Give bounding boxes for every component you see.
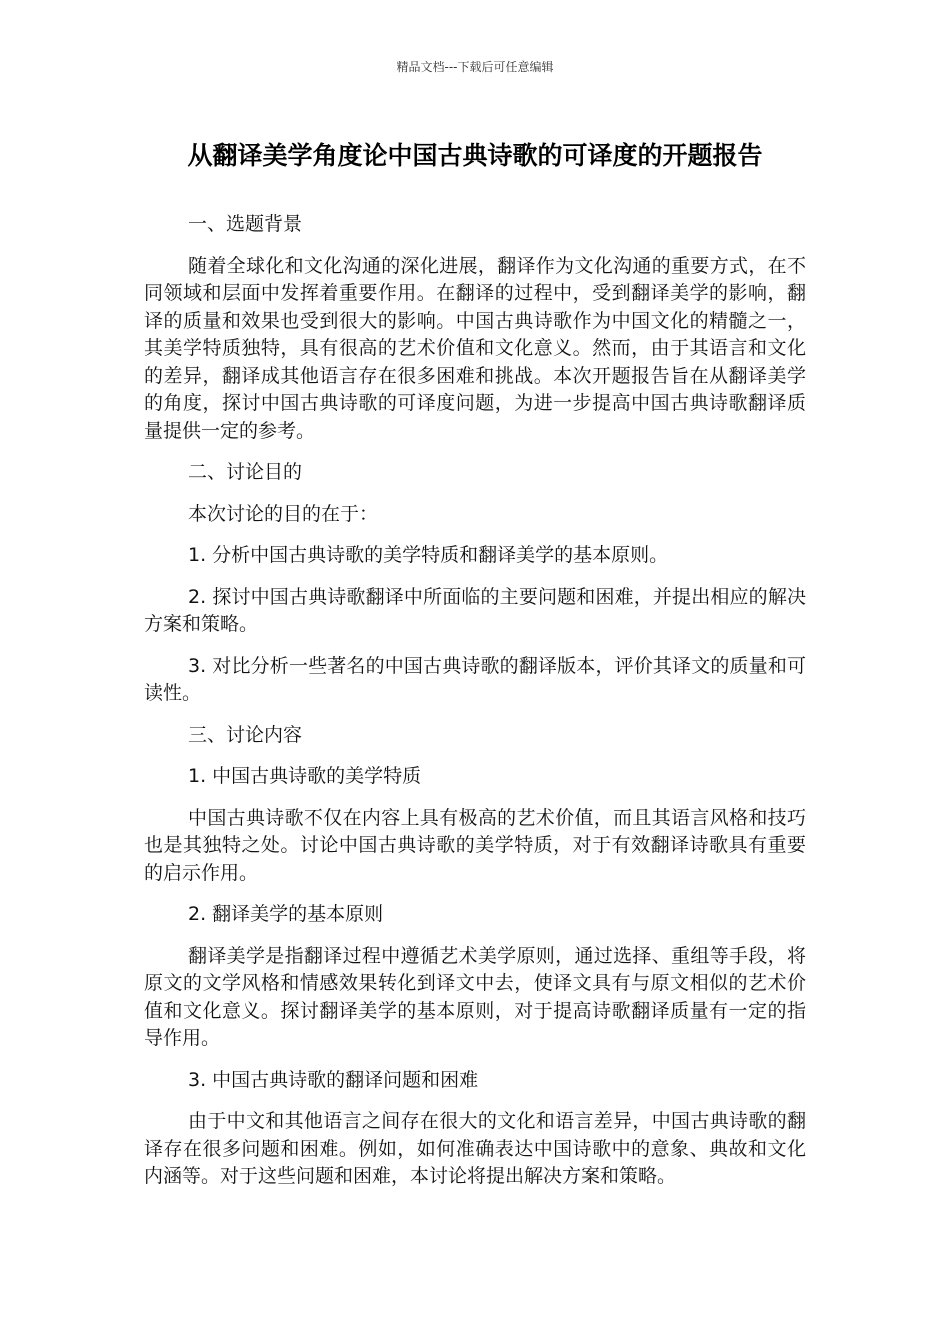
subheading-principles: 2. 翻译美学的基本原则	[188, 903, 384, 925]
header-watermark: 精品文档---下载后可任意编辑	[396, 60, 554, 74]
paragraph-principles: 翻译美学是指翻译过程中遵循艺术美学原则，通过选择、重组等手段，将原文的文学风格和情感效果转化到译文中去，使译文具有与原文相似的艺术价值和文化意义。探讨翻译美学的基本原则，对于提高诗歌翻译质量有一定的指导作用。	[144, 944, 806, 1049]
list-item-purpose-1: 1. 分析中国古典诗歌的美学特质和翻译美学的基本原则。	[188, 544, 669, 566]
subheading-problems: 3. 中国古典诗歌的翻译问题和困难	[188, 1068, 479, 1091]
section-heading-purpose: 二、讨论目的	[188, 461, 303, 483]
paragraph-background: 随着全球化和文化沟通的深化进展，翻译作为文化沟通的重要方式，在不同领域和层面中发挥着重要作用。在翻译的过程中，受到翻译美学的影响，翻译的质量和效果也受到很大的影响。中国古典诗歌作为中国文化的精髓之一，其美学特质独特，具有很高的艺术价值和文化意义。然而，由于其语言和文化的差异，翻译成其他语言存在很多困难和挑战。本次开题报告旨在从翻译美学的角度，探讨中国古典诗歌的可译度问题，为进一步提高中国古典诗歌翻译质量提供一定的参考。	[144, 254, 806, 442]
list-item-purpose-2: 2. 探讨中国古典诗歌翻译中所面临的主要问题和困难，并提出相应的解决方案和策略。	[144, 585, 806, 635]
paragraph-aesthetics: 中国古典诗歌不仅在内容上具有极高的艺术价值，而且其语言风格和技巧也是其独特之处。讨论中国古典诗歌的美学特质，对于有效翻译诗歌具有重要的启示作用。	[144, 806, 806, 884]
document-body	[144, 211, 806, 1205]
section-heading-background: 一、选题背景	[188, 213, 303, 235]
list-item-purpose-3: 3. 对比分析一些著名的中国古典诗歌的翻译版本，评价其译文的质量和可读性。	[144, 654, 806, 704]
paragraph-purpose-intro: 本次讨论的目的在于：	[188, 502, 379, 525]
document-title: 从翻译美学角度论中国古典诗歌的可译度的开题报告	[187, 141, 763, 170]
section-heading-content: 三、讨论内容	[188, 723, 303, 746]
subheading-aesthetics: 1. 中国古典诗歌的美学特质	[188, 765, 422, 787]
paragraph-problems: 由于中文和其他语言之间存在很大的文化和语言差异，中国古典诗歌的翻译存在很多问题和困难。例如，如何准确表达中国诗歌中的意象、典故和文化内涵等。对于这些问题和困难，本讨论将提出解决方案和策略。	[144, 1110, 806, 1187]
